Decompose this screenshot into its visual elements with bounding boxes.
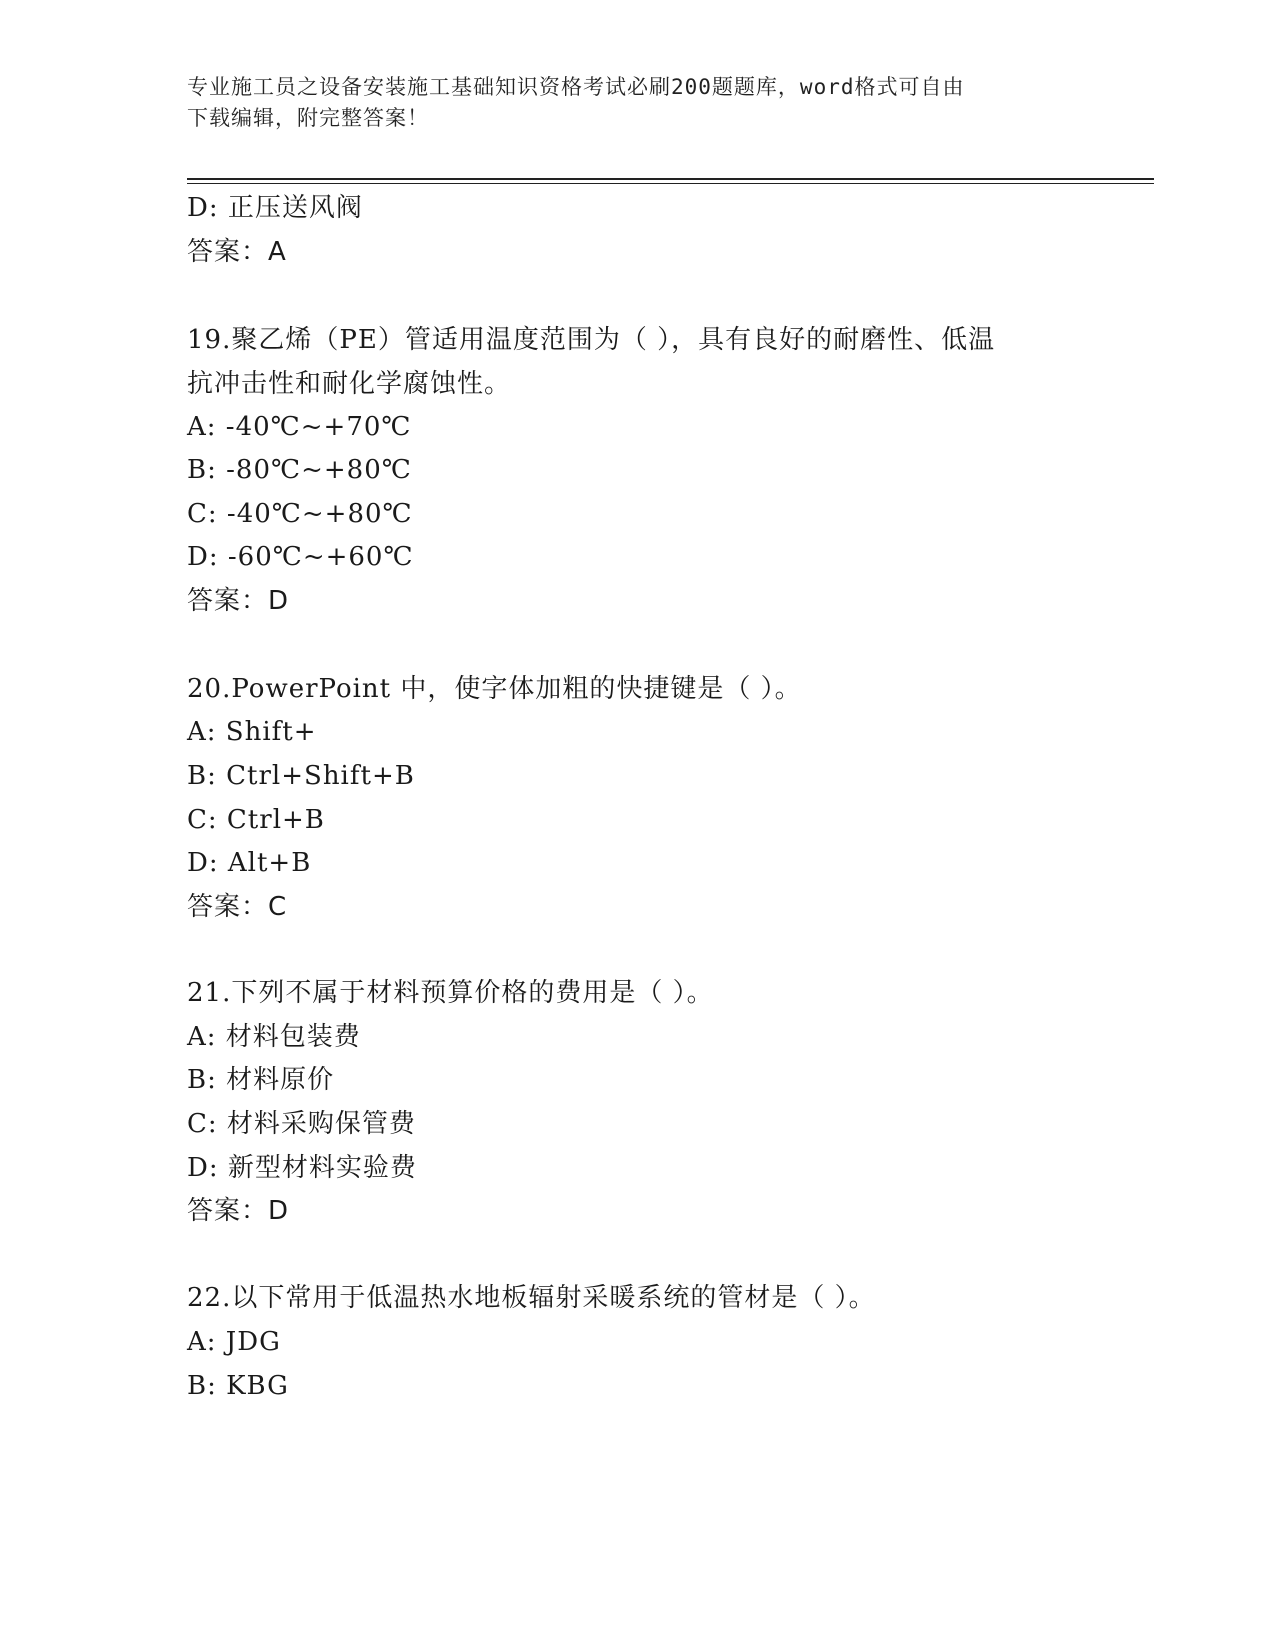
q19-option-d: D: -60℃~+60℃ (187, 542, 414, 572)
q19-answer: 答案：D (187, 586, 290, 616)
q19-stem-line-1: 19.聚乙烯（PE）管适用温度范围为（ ），具有良好的耐磨性、低温 (187, 325, 996, 355)
q21-option-b: B: 材料原价 (187, 1065, 335, 1095)
q20-answer: 答案：C (187, 892, 288, 922)
document-header (187, 72, 1067, 134)
prev-answer: 答案：A (187, 237, 287, 267)
q22-option-b: B: KBG (187, 1371, 289, 1401)
header-line-2: 下载编辑，附完整答案！ (187, 106, 429, 130)
q20-option-d: D: Alt+B (187, 848, 312, 878)
q20-stem: 20.PowerPoint 中，使字体加粗的快捷键是（ ）。 (187, 674, 802, 704)
q21-stem: 21.下列不属于材料预算价格的费用是（ ）。 (187, 978, 714, 1008)
q20-option-c: C: Ctrl+B (187, 805, 325, 835)
q20-option-b: B: Ctrl+Shift+B (187, 761, 415, 791)
q19-option-c: C: -40℃~+80℃ (187, 499, 413, 529)
q19-option-a: A: -40℃~+70℃ (187, 412, 412, 442)
q21-option-c: C: 材料采购保管费 (187, 1109, 416, 1139)
q22-stem: 22.以下常用于低温热水地板辐射采暖系统的管材是（ ）。 (187, 1283, 876, 1313)
q20-option-a: A: Shift+ (187, 717, 317, 747)
q19-option-b: B: -80℃~+80℃ (187, 455, 412, 485)
q22-option-a: A: JDG (187, 1327, 281, 1357)
q21-option-d: D: 新型材料实验费 (187, 1153, 417, 1183)
q21-option-a: A: 材料包装费 (187, 1022, 361, 1052)
prev-option-d: D: 正压送风阀 (187, 193, 363, 223)
q21-answer: 答案：D (187, 1196, 290, 1226)
header-divider-thin (187, 183, 1154, 184)
header-line-1: 专业施工员之设备安装施工基础知识资格考试必刷200题题库，word格式可自由 (187, 75, 965, 99)
header-divider-thick (187, 178, 1154, 180)
q19-stem-line-2: 抗冲击性和耐化学腐蚀性。 (187, 369, 512, 399)
